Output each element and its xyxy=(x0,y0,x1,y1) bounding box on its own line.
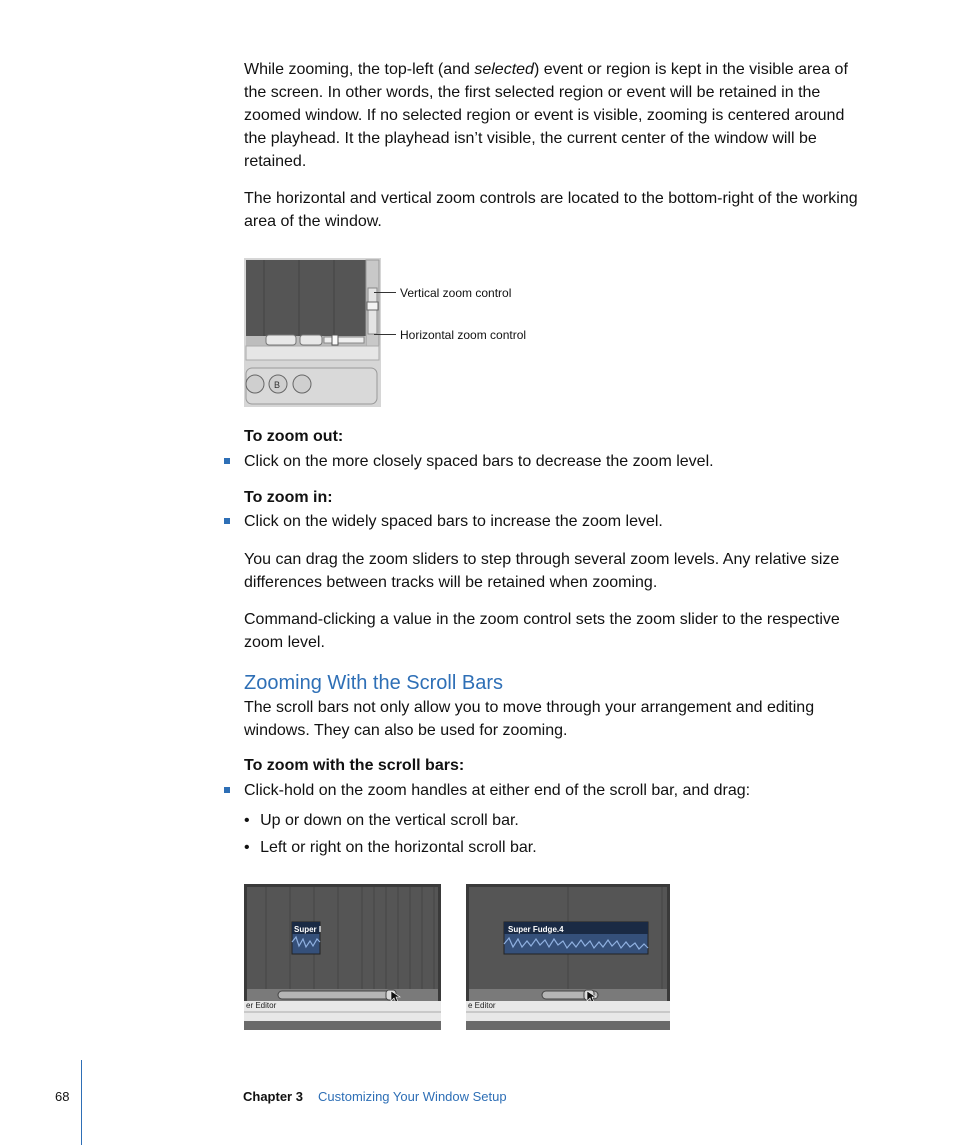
sub-item-horizontal xyxy=(244,836,537,859)
left-region-label: Super I xyxy=(294,925,322,934)
sub-bullet-dot-icon: • xyxy=(244,812,250,829)
svg-text:B: B xyxy=(274,380,281,390)
intro-text-end: ) event or region is kept in the visible area of the screen. In other words, the first selected region or event will be retained in the zoomed window. If no selected region or event is visible, zooming is centered around the playhead. It the playhead isn’t visible, the current center of the window will be retained. xyxy=(244,61,848,170)
command-click-paragraph: Command-clicking a value in the zoom control sets the zoom slider to the respective zoom level. xyxy=(244,611,840,651)
footer-chapter-title: Customizing Your Window Setup xyxy=(318,1089,507,1104)
scroll-bar-figure-right xyxy=(466,884,672,1030)
horizontal-callout-line xyxy=(374,334,396,335)
sub-item-text: Left or right on the horizontal scroll bar. xyxy=(260,839,537,856)
zoom-in-bullet-text: Click on the widely spaced bars to increase the zoom level. xyxy=(244,513,663,530)
scroll-bar-screenshot-left xyxy=(244,884,442,1030)
zoom-controls-paragraph: The horizontal and vertical zoom controls are located to the bottom-right of the working area of the window. xyxy=(244,190,858,230)
scroll-bar-figure-left xyxy=(244,884,442,1030)
footer-divider xyxy=(81,1060,82,1145)
zoom-in-heading: To zoom in: xyxy=(244,489,333,506)
zoom-out-heading: To zoom out: xyxy=(244,428,344,445)
zoom-sliders-paragraph: You can drag the zoom sliders to step through several zoom levels. Any relative size differences between tracks will be retained when zooming. xyxy=(244,551,840,591)
vertical-callout-line xyxy=(374,292,396,293)
horizontal-zoom-callout: Horizontal zoom control xyxy=(400,328,527,342)
section-heading: Zooming With the Scroll Bars xyxy=(244,672,503,694)
scroll-bar-screenshot-right xyxy=(466,884,672,1030)
zoom-scroll-bullet-text: Click-hold on the zoom handles at either end of the scroll bar, and drag: xyxy=(244,782,751,799)
page-number: 68 xyxy=(55,1089,70,1104)
bullet-square-icon xyxy=(224,458,230,464)
intro-text-start: While zooming, the top-left (and xyxy=(244,61,475,78)
right-region-label: Super Fudge.4 xyxy=(508,925,564,934)
footer-chapter: Chapter 3 xyxy=(243,1089,303,1104)
zoom-controls-screenshot xyxy=(244,258,384,408)
bullet-square-icon xyxy=(224,518,230,524)
left-editor-label: er Editor xyxy=(246,1001,277,1010)
zoom-scroll-heading: To zoom with the scroll bars: xyxy=(244,757,465,774)
scroll-bars-paragraph: The scroll bars not only allow you to move through your arrangement and editing windows. They can also be used for zooming. xyxy=(244,699,815,739)
vertical-zoom-callout: Vertical zoom control xyxy=(400,286,512,300)
intro-italic-word: selected xyxy=(474,61,534,78)
intro-paragraph xyxy=(244,58,860,173)
sub-item-text: Up or down on the vertical scroll bar. xyxy=(260,812,519,829)
right-editor-label: e Editor xyxy=(468,1001,496,1010)
bullet-square-icon xyxy=(224,787,230,793)
zoom-out-bullet-text: Click on the more closely spaced bars to decrease the zoom level. xyxy=(244,453,714,470)
zoom-controls-figure xyxy=(244,258,384,408)
sub-item-vertical xyxy=(244,809,519,832)
sub-bullet-dot-icon: • xyxy=(244,839,250,856)
